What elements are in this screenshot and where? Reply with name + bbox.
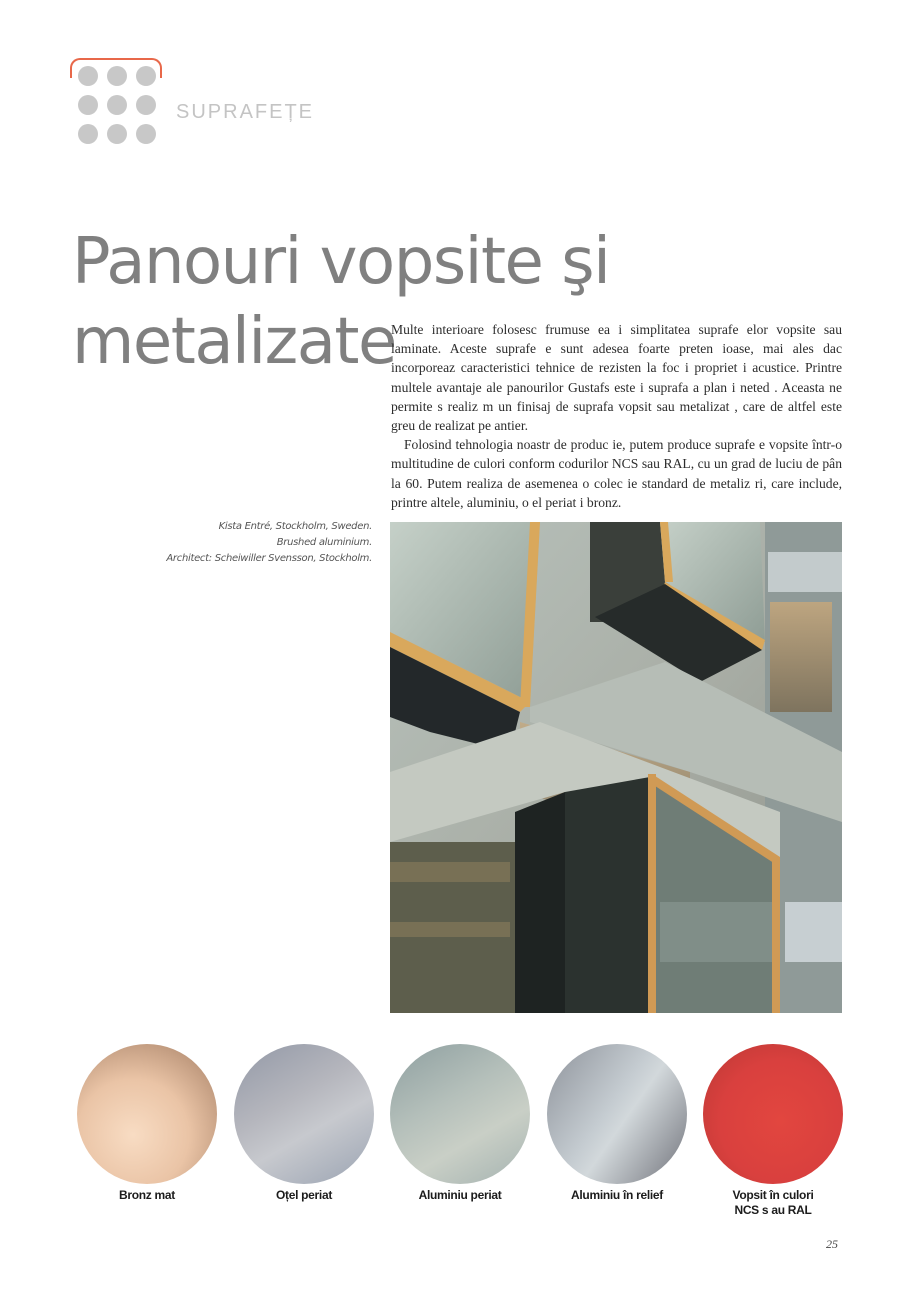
swatch-bronz-mat [77, 1044, 217, 1203]
paragraph: Folosind tehnologia noastr de produc ie, putem produce suprafe e vopsite într-o multitudine de culori conform codurilor NCS sau RAL, cu un grad de luciu de pân la 60. Putem realiza de asemenea o colec ie standard de metaliz ri, care include, printre altele, aluminiu, o el periat i bronz. [391, 437, 842, 510]
swatch-disc [234, 1044, 374, 1184]
finish-swatches [77, 1044, 857, 1244]
dot-icon [136, 66, 156, 86]
dot-icon [78, 124, 98, 144]
title-line-1: Panouri vopsite şi [72, 225, 610, 299]
swatch-aluminiu-periat [390, 1044, 530, 1203]
dot-icon [78, 95, 98, 115]
dot-icon [136, 95, 156, 115]
page-number: 25 [826, 1237, 838, 1251]
dot-icon [78, 66, 98, 86]
building-photo [390, 522, 842, 1013]
section-label: SUPRAFEȚE [176, 101, 315, 123]
dot-icon [107, 66, 127, 86]
photo-caption [112, 519, 372, 567]
swatch-label: Oțel periat [275, 1188, 333, 1202]
caption-line: Architect: Scheiwiller Svensson, Stockholm. [166, 553, 372, 564]
swatch-disc [703, 1044, 843, 1184]
swatch-label: Aluminiu în relief [571, 1188, 663, 1202]
article-body [391, 320, 842, 512]
swatch-disc [77, 1044, 217, 1184]
swatch-label-line: NCS s au RAL [734, 1203, 812, 1217]
swatch-disc [390, 1044, 530, 1184]
swatch-label-line: Vopsit în culori [732, 1188, 814, 1202]
swatch-label: Bronz mat [119, 1188, 175, 1202]
section-logo [70, 58, 165, 148]
swatch-aluminiu-relief [547, 1044, 687, 1203]
swatch-label: Aluminiu periat [418, 1188, 502, 1202]
caption-line: Kista Entré, Stockholm, Sweden. [218, 521, 372, 532]
dot-icon [107, 95, 127, 115]
dot-icon [107, 124, 127, 144]
swatch-disc [547, 1044, 687, 1184]
dot-icon [136, 124, 156, 144]
swatch-label [703, 1188, 843, 1218]
swatch-vopsit-ncs-ral [703, 1044, 843, 1218]
swatch-otel-periat [234, 1044, 374, 1203]
paragraph: Multe interioare folosesc frumuse ea i simplitatea suprafe elor vopsite sau laminate. Aceste suprafe e sunt adesea foarte preten ioase, mai ales dac incorporeaz caracteristici tehnice de rezisten la foc i propriet i acustice. Printre multele avantaje ale panourilor Gustafs este i suprafa a plan i neted . Aceasta ne permite s realiz m un finisaj de suprafa vopsit sau metalizat , care de altfel este greu de realizat pe antier. [391, 322, 842, 434]
caption-line: Brushed aluminium. [276, 537, 372, 548]
title-line-2: metalizate [72, 305, 396, 379]
